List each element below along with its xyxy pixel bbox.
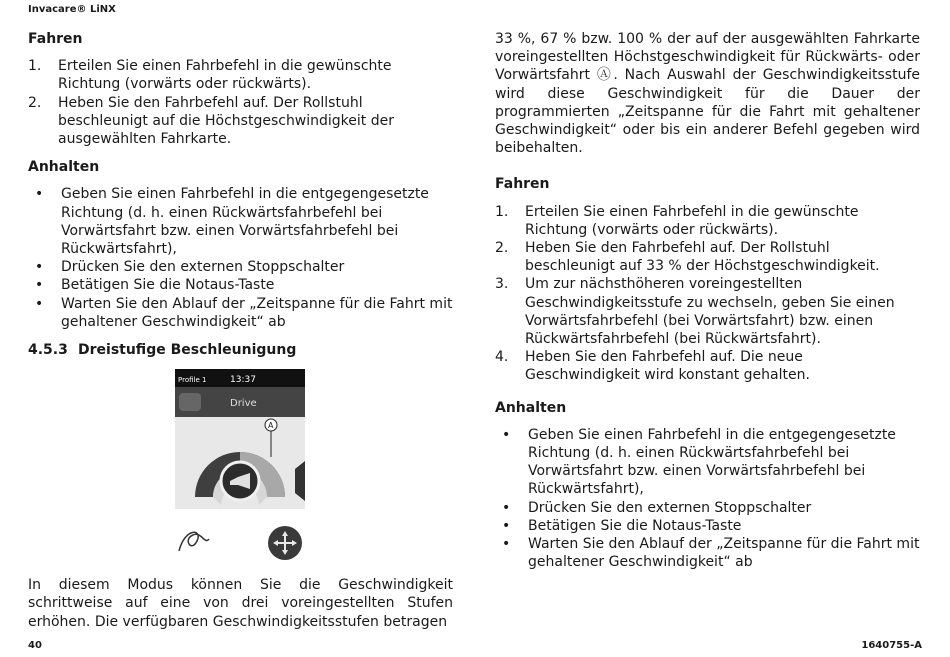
- bullet-text: Warten Sie den Ablauf der „Zeitspanne für die Fahrt mit gehaltener Geschwindigkeit“ ab: [528, 536, 920, 571]
- drive-heading: Fahren: [28, 31, 83, 47]
- list-item: [495, 517, 920, 535]
- stop-heading: Anhalten: [495, 399, 567, 416]
- device-screen-illustration: [175, 369, 305, 562]
- intro-paragraph: In diesem Modus können Sie die Geschwindigkeit schrittweise auf eine von drei voreingestellten Stufen erhöhen. Die verfügbaren Geschwindigkeitsstufen betragen: [28, 577, 453, 630]
- bullet: •: [502, 536, 511, 553]
- bullet-text: Betätigen Sie die Notaus-Taste: [528, 517, 742, 534]
- step-number: 3.: [495, 276, 509, 293]
- step-text: Heben Sie den Fahrbefehl auf. Der Rollstuhl beschleunigt auf die Höchstgeschwindigkeit der ausgewählten Fahrkarte.: [58, 94, 394, 148]
- bullet: •: [35, 186, 44, 203]
- stop-bullets-list: [28, 185, 453, 331]
- step-text: Um zur nächsthöheren voreingestellten Geschwindigkeitsstufe zu wechseln, geben Sie einen Vorwärtsfahrbefehl (bei Vorwärtsfahrt) bzw. einen Rückwärtsfahrbefehl (bei Rückwärtsfahrt).: [525, 276, 895, 348]
- profile-label: Profile 1: [178, 376, 207, 385]
- step-number: 2.: [28, 94, 42, 111]
- section-heading: [28, 341, 453, 359]
- step-text: Heben Sie den Fahrbefehl auf. Die neue Geschwindigkeit wird konstant gehalten.: [525, 349, 810, 384]
- list-item: [495, 239, 920, 275]
- bullet-text: Drücken Sie den externen Stoppschalter: [61, 259, 345, 276]
- step-number: 1.: [28, 58, 42, 75]
- page-number: 40: [28, 640, 42, 651]
- bullet-text: Geben Sie einen Fahrbefehl in die entgegengesetzte Richtung (d. h. einen Rückwärtsfahrbefehl bei Vorwärtsfahrt bzw. einen Vorwärtsfahrbefehl bei Rückwärtsfahrt),: [528, 426, 896, 498]
- clock-label: 13:37: [230, 375, 256, 386]
- list-item: [28, 276, 453, 294]
- mode-label: Drive: [230, 398, 257, 410]
- list-item: [495, 275, 920, 348]
- bullet: •: [35, 277, 44, 294]
- drive-steps-list: [28, 57, 453, 148]
- stop-heading: Anhalten: [28, 159, 100, 176]
- step-text: Erteilen Sie einen Fahrbefehl in die gewünschte Richtung (vorwärts oder rückwärts).: [525, 203, 859, 238]
- stop-bullets-list: [495, 426, 920, 572]
- bullet-text: Betätigen Sie die Notaus-Taste: [61, 277, 275, 294]
- header-brand: Invacare® LiNX: [28, 4, 116, 15]
- list-item: [495, 535, 920, 571]
- list-item: [28, 94, 453, 149]
- right-column: [495, 30, 920, 581]
- bullet: •: [35, 259, 44, 276]
- bullet-text: Drücken Sie den externen Stoppschalter: [528, 499, 812, 516]
- list-item: [495, 499, 920, 517]
- step-number: 2.: [495, 240, 509, 257]
- bullet: •: [502, 499, 511, 516]
- bullet-text: Warten Sie den Ablauf der „Zeitspanne für die Fahrt mit gehaltener Geschwindigkeit“ ab: [61, 295, 453, 330]
- section-title: Dreistufige Beschleunigung: [78, 342, 297, 359]
- list-item: [495, 426, 920, 499]
- bullet: •: [502, 426, 511, 443]
- section-number: 4.5.3: [28, 342, 68, 359]
- step-number: 1.: [495, 203, 509, 220]
- step-text: Heben Sie den Fahrbefehl auf. Der Rollstuhl beschleunigt auf 33 % der Höchstgeschwindigkeit.: [525, 240, 880, 275]
- list-item: [28, 295, 453, 331]
- left-column: [28, 30, 453, 641]
- step-number: 4.: [495, 349, 509, 366]
- bullet: •: [35, 295, 44, 312]
- list-item: [28, 258, 453, 276]
- device-screen-figure: [175, 369, 305, 562]
- list-item: [28, 185, 453, 258]
- bullet: •: [502, 517, 511, 534]
- step-text: Erteilen Sie einen Fahrbefehl in die gewünschte Richtung (vorwärts oder rückwärts).: [58, 58, 392, 93]
- list-item: [28, 57, 453, 93]
- bullet-text: Geben Sie einen Fahrbefehl in die entgegengesetzte Richtung (d. h. einen Rückwärtsfahrbefehl bei Vorwärtsfahrt bzw. einen Vorwärtsfahrbefehl bei Rückwärtsfahrt),: [61, 186, 429, 258]
- drive-steps-list: [495, 203, 920, 385]
- list-item: [495, 348, 920, 384]
- document-id: 1640755-A: [861, 640, 922, 651]
- list-item: [495, 203, 920, 239]
- drive-heading: Fahren: [495, 176, 550, 193]
- callout-a-label: A: [268, 421, 274, 431]
- continuation-paragraph: 33 %, 67 % bzw. 100 % der auf der ausgewählten Fahrkarte voreingestellten Höchstgeschwindigkeit für Rückwärts- oder Vorwärtsfahrt Ⓐ. Nach Auswahl der Geschwindigkeitsstufe wird diese Geschwindigkeit für die Dauer der programmierten „Zeitspanne für die Fahrt mit gehaltener Geschwindigkeit“ oder bis ein anderer Befehl gegeben wird beibehalten.: [495, 31, 920, 157]
